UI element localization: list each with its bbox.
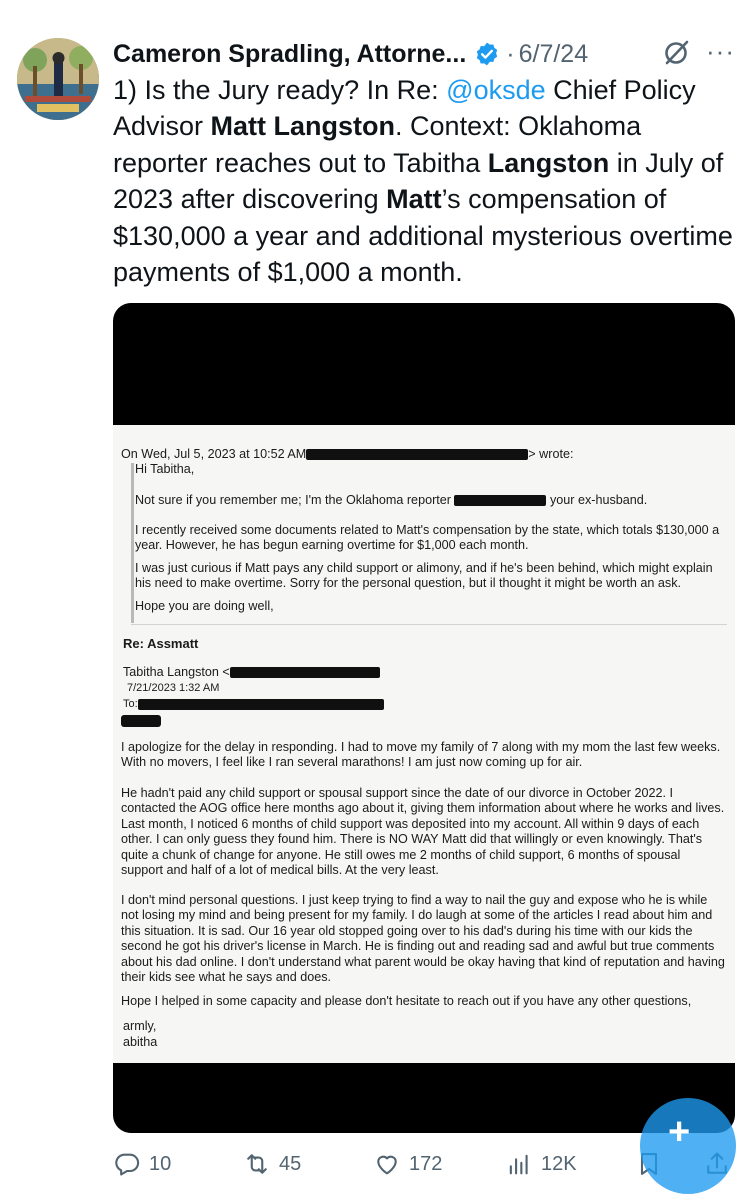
heart-icon — [373, 1150, 401, 1178]
views-button[interactable] — [505, 1146, 577, 1182]
tweet-text-part: 1) Is the Jury ready? In Re: — [113, 75, 447, 105]
author-name[interactable]: Cameron Spradling, Attorne... — [113, 39, 467, 68]
email1-header-suffix: > wrote: — [528, 447, 574, 461]
divider — [131, 624, 727, 625]
email-screenshot — [113, 425, 735, 1063]
avatar[interactable] — [17, 38, 99, 120]
email2-date: 7/21/2023 1:32 AM — [127, 682, 220, 694]
plus-icon: + — [668, 1111, 691, 1153]
email1-greeting: Hi Tabitha, — [135, 462, 195, 476]
email2-from — [123, 665, 380, 680]
email2-para4: Hope I helped in some capacity and please don't hesitate to reach out if you have any other questions, — [121, 994, 692, 1008]
mention-link[interactable]: @oksde — [446, 75, 546, 105]
repost-icon — [243, 1150, 271, 1178]
email2-from-name: Tabitha Langston < — [123, 665, 230, 679]
tweet-text-bold: Matt — [386, 184, 442, 215]
tweet-text-part: ’s compensation of $130,000 a year and additional mysterious overtime payments of $1,000 a month. — [113, 184, 733, 288]
avatar-art — [17, 38, 99, 120]
like-count: 172 — [409, 1152, 443, 1175]
email1-line1-a: Not sure if you remember me; I'm the Oklahoma reporter — [135, 493, 451, 507]
media-image[interactable] — [113, 303, 735, 1133]
email1-closing: Hope you are doing well, — [135, 599, 274, 613]
tweet-text-part: in July of 2023 after discovering — [113, 147, 724, 215]
grok-icon[interactable] — [661, 38, 691, 68]
quote-rule — [131, 463, 134, 623]
tweet-date[interactable]: 6/7/24 — [518, 39, 589, 68]
redaction-bar — [121, 715, 161, 727]
email1-para3: I was just curious if Matt pays any child support or alimony, and if he's been behind, which might explain his need to make overtime. Sorry for the personal question, but il thought it might be worth an ask. — [135, 561, 713, 591]
reply-icon — [113, 1150, 141, 1178]
email2-para2: He hadn't paid any child support or spousal support since the date of our divorce in October 2022. I contacted the AOG office here months ago about it, giving them information about where he works and lives. Last month, I noticed 6 months of child support was deposited into my account. All within 9 days of each other. I can only guess they found him. There is NO WAY Matt did that willingly or even knowingly. That's quite a chunk of change for anyone. He still owes me 2 months of child support, 6 months of spousal support and half of a lot of medical bills. At the very least. — [121, 786, 725, 878]
email2-para3: I don't mind personal questions. I just keep trying to find a way to nail the guy and expose who he is while not losing my mind and being present for my family. I do laugh at some of the articles I read about him and this situation. It is sad. Our 16 year old stopped going over to his dad's during his time with our kids the second he got his driver's license in March. He is finding out and reading sad and awful but true comments about his dad online. I don't understand what parent would be okay having that kind of reputation and having their kids see what he says and does. — [121, 893, 725, 985]
reply-button[interactable] — [113, 1146, 171, 1182]
reply-count: 10 — [149, 1152, 172, 1175]
like-button[interactable] — [373, 1146, 442, 1182]
email1-line1 — [135, 493, 725, 508]
compose-fab-button[interactable] — [640, 1098, 736, 1194]
email2-to-label: To: — [123, 698, 138, 710]
analytics-icon — [505, 1150, 533, 1178]
view-count: 12K — [541, 1152, 577, 1175]
redaction-bar — [306, 449, 528, 460]
repost-count: 45 — [279, 1152, 302, 1175]
tweet-text-part: Chief Policy Advisor — [113, 75, 696, 142]
email1-para2: I recently received some documents related to Matt's compensation by the state, which totals $130,000 a year. However, he has begun earning overtime for $1,000 each month. — [135, 523, 720, 553]
redaction-bar — [230, 667, 380, 678]
email2-para1: I apologize for the delay in responding. I had to move my family of 7 along with my mom the last few weeks. With no movers, I feel like I ran several marathons! I am just now coming up for air. — [121, 740, 721, 770]
more-options-icon[interactable]: ··· — [706, 36, 735, 66]
tweet-text-bold: Matt Langston — [210, 111, 396, 142]
email1-header — [121, 447, 721, 462]
redaction-bar — [454, 495, 546, 506]
email2-sign2: abitha — [123, 1035, 158, 1049]
tweet-header — [113, 36, 743, 72]
email1-header-prefix: On Wed, Jul 5, 2023 at 10:52 AM — [121, 447, 307, 461]
tweet-text — [113, 72, 743, 290]
email2-to — [123, 697, 384, 712]
email2-sign1: armly, — [123, 1019, 157, 1033]
header-separator: · — [506, 39, 515, 68]
email1-line1-b: your ex-husband. — [549, 493, 648, 507]
repost-button[interactable] — [243, 1146, 301, 1182]
redaction-bar — [138, 699, 384, 710]
email2-subject: Re: Assmatt — [123, 636, 199, 651]
verified-badge-icon — [474, 41, 500, 67]
tweet-text-part: . Context: Oklahoma reporter reaches out to Tabitha — [113, 111, 642, 178]
tweet-text-bold: Langston — [487, 147, 610, 178]
